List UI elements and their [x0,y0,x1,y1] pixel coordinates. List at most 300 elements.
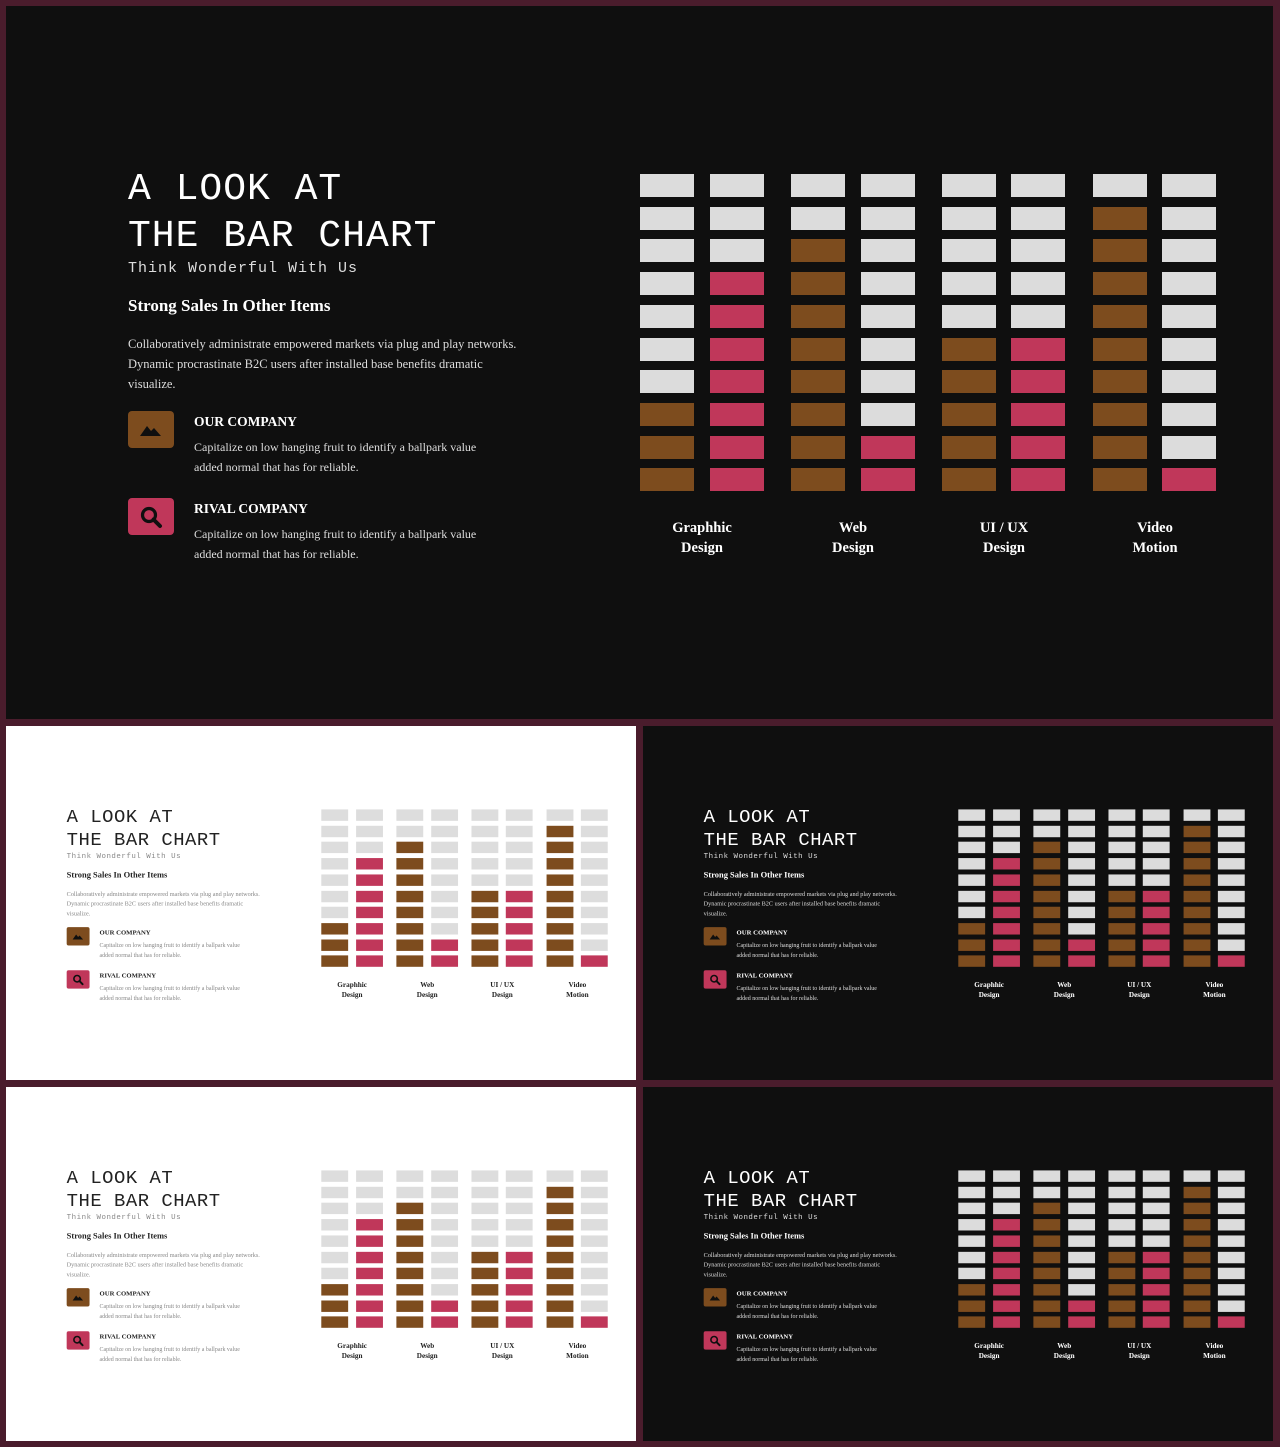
bar-block-brown [396,907,423,918]
bar-block-pink [993,1284,1020,1295]
bar-block-empty [958,1252,985,1263]
bar-block-empty [1108,874,1135,885]
category-label-line1: Web [420,981,435,990]
bar-block-brown [396,939,423,950]
bar-block-empty [1068,907,1095,918]
bar-block-empty [640,370,694,393]
bar-block-brown [1093,370,1147,393]
bar-block-empty [993,1187,1020,1198]
bar-block-empty [1068,842,1095,853]
bar-block-brown [471,1317,498,1328]
category-label-line1: Web [838,520,868,536]
bar-block-brown [1033,1284,1060,1295]
bar-block-empty [942,305,996,328]
category-label-line1: Video [568,981,587,990]
search-icon [67,970,90,988]
bar-block-brown [396,858,423,869]
bar-block-empty [942,207,996,230]
bar-block-brown [1184,956,1211,967]
bar-block-brown [396,1203,423,1214]
bar-block-empty [640,338,694,361]
bar-block-brown [958,923,985,934]
bar-block-brown [1033,1203,1060,1214]
bar-block-pink [993,1235,1020,1246]
bar-block-empty [356,842,383,853]
section-description: Collaboratively administrate empowered markets via plug and play networks. Dynamic procrastinate B2C users after installed base benefits dramatic visualize. [703,1251,897,1279]
bar-block-pink [506,1300,533,1311]
bar-block-empty [958,1235,985,1246]
category-label-line1: UI / UX [979,520,1029,536]
title-line-1: A LOOK AT [66,1167,174,1189]
bar-block-brown [1184,826,1211,837]
section-heading: Strong Sales In Other Items [128,296,331,315]
bar-block-empty [1218,1187,1245,1198]
bar-block-brown [547,1268,574,1279]
category-label [472,1341,532,1361]
category-label-line1: Graphhic [974,1342,1004,1351]
bar-block-brown [1184,842,1211,853]
category-label-line2: Design [1053,991,1075,1000]
bar-block-brown [321,939,348,950]
bar-block-pink [710,436,764,459]
bar-chart [321,1170,609,1361]
bar-block-brown [1033,956,1060,967]
slide-title [67,805,221,852]
bar-block-empty [640,174,694,197]
bar-block-empty [1162,436,1216,459]
bar-block-brown [547,1203,574,1214]
bar-block-pink [506,923,533,934]
bar-block-empty [431,1252,458,1263]
section-description: Collaboratively administrate empowered markets via plug and play networks. Dynamic procrastinate B2C users after installed base benefits dramatic visualize. [128,337,517,391]
bar-block-empty [942,239,996,262]
bar-block-pink [356,858,383,869]
category-label [1109,1341,1169,1361]
category-label [1185,980,1245,1000]
bar-block-brown [1033,923,1060,934]
info-title: OUR COMPANY [99,1289,151,1298]
bar-block-empty [1218,1219,1245,1230]
category-label-line2: Design [978,991,1000,1000]
slide-subtitle: Think Wonderful With Us [66,1213,182,1222]
bar-block-pink [1143,1317,1170,1328]
info-text: Capitalize on low hanging fruit to identify a ballpark value added normal that has for reliable. [99,1345,240,1363]
bar-block-empty [1218,842,1245,853]
bar-block-empty [1218,891,1245,902]
bar-block-empty [1143,1235,1170,1246]
bar-block-pink [861,468,915,491]
bar-block-empty [581,1252,608,1263]
category-label [548,980,608,1000]
bar-block-empty [1218,1284,1245,1295]
bar-block-pink [1143,1300,1170,1311]
bar-block-empty [471,874,498,885]
mountain-icon [67,927,90,945]
bar-block-pink [993,1252,1020,1263]
bar-block-empty [1068,1284,1095,1295]
bar-block-brown [1108,956,1135,967]
bar-block-empty [581,874,608,885]
category-label-line2: Design [1128,991,1150,1000]
bar-block-pink [1068,1317,1095,1328]
bar-block-empty [431,874,458,885]
bar-block-empty [471,842,498,853]
bar-block-empty [1162,239,1216,262]
bar-block-empty [993,826,1020,837]
bar-block-pink [1218,956,1245,967]
bar-block-pink [1218,1317,1245,1328]
bar-block-brown [1033,1317,1060,1328]
bar-block-brown [471,1268,498,1279]
bar-block-empty [431,1235,458,1246]
bar-block-empty [1033,826,1060,837]
bar-block-brown [1033,891,1060,902]
bar-block-pink [506,956,533,967]
mountain-icon [704,927,727,945]
bar-block-empty [1033,1187,1060,1198]
bar-block-brown [1093,468,1147,491]
bar-block-empty [1108,1203,1135,1214]
category-label-line2: Design [1128,1352,1150,1361]
bar-block-empty [993,1203,1020,1214]
bar-block-empty [581,1284,608,1295]
category-label-line1: UI / UX [490,981,515,990]
bar-block-empty [431,1219,458,1230]
bar-block-brown [958,1300,985,1311]
bar-block-pink [581,1317,608,1328]
category-label-line1: Graphhic [337,981,367,990]
bar-block-empty [861,338,915,361]
bar-block-pink [1011,403,1065,426]
bar-block-empty [958,874,985,885]
bar-block-pink [1143,956,1170,967]
bar-block-brown [547,858,574,869]
bar-block-empty [506,842,533,853]
bar-block-brown [1033,939,1060,950]
bar-block-empty [581,923,608,934]
bar-block-empty [581,891,608,902]
bar-block-brown [1033,1268,1060,1279]
bar-block-empty [942,174,996,197]
bar-block-empty [1218,858,1245,869]
info-title: RIVAL COMPANY [99,971,157,980]
bar-block-brown [396,1284,423,1295]
bar-block-brown [1184,874,1211,885]
bar-block-brown [471,939,498,950]
search-icon [704,970,727,988]
bar-block-empty [1143,874,1170,885]
bar-block-empty [431,907,458,918]
bar-block-pink [993,1317,1020,1328]
info-title: RIVAL COMPANY [194,501,308,516]
bar-block-pink [506,1284,533,1295]
bar-block-empty [1068,858,1095,869]
bar-block-pink [1068,939,1095,950]
bar-block-empty [1218,907,1245,918]
bar-block-brown [1033,858,1060,869]
slide-thumbnail-light-1[interactable] [6,726,636,1080]
bar-block-brown [471,1252,498,1263]
bar-block-brown [321,1284,348,1295]
bar-block-brown [396,1300,423,1311]
bar-block-empty [1162,403,1216,426]
bar-block-brown [791,403,845,426]
bar-block-brown [396,956,423,967]
slide-content [6,726,636,1080]
section-heading: Strong Sales In Other Items [703,869,805,880]
bar-block-brown [321,1317,348,1328]
info-text: Capitalize on low hanging fruit to identify a ballpark value added normal that has for reliable. [736,941,877,959]
info-text: Capitalize on low hanging fruit to identify a ballpark value added normal that has for reliable. [194,527,477,561]
bar-block-empty [1108,826,1135,837]
search-icon [704,1331,727,1349]
bar-block-empty [791,207,845,230]
bar-block-brown [1184,1317,1211,1328]
bar-block-empty [506,809,533,820]
bar-block-brown [791,305,845,328]
bar-block-brown [1184,1187,1211,1198]
bar-block-brown [547,1284,574,1295]
category-label [1034,980,1094,1000]
bar-block-empty [1218,1170,1245,1181]
bar-block-pink [710,338,764,361]
bar-block-pink [1162,468,1216,491]
bar-block-empty [1068,1252,1095,1263]
bar-block-brown [791,436,845,459]
section-heading: Strong Sales In Other Items [66,869,168,880]
bar-block-empty [1068,874,1095,885]
bar-block-empty [396,1170,423,1181]
bar-block-pink [356,1268,383,1279]
bar-chart [321,809,609,1000]
bar-block-brown [1033,1300,1060,1311]
bar-block-empty [321,809,348,820]
bar-block-empty [640,272,694,295]
bar-block-pink [993,1268,1020,1279]
category-label-line1: Web [1057,1342,1072,1351]
bar-block-empty [356,1170,383,1181]
bar-block-brown [791,338,845,361]
bar-block-pink [356,907,383,918]
bar-block-brown [396,1219,423,1230]
bar-block-empty [321,1219,348,1230]
bar-block-brown [1108,907,1135,918]
category-label-line1: Web [1057,981,1072,990]
bar-block-brown [791,468,845,491]
bar-block-empty [506,858,533,869]
category-label-line1: UI / UX [1127,1342,1152,1351]
bar-block-empty [581,826,608,837]
bar-block-brown [471,891,498,902]
bar-block-brown [958,1284,985,1295]
bar-block-empty [506,1187,533,1198]
bar-block-empty [1033,1170,1060,1181]
bar-block-empty [321,1268,348,1279]
bar-block-brown [942,338,996,361]
bar-block-brown [942,370,996,393]
bar-block-empty [321,891,348,902]
bar-block-empty [993,1170,1020,1181]
slide-thumbnail-light-2[interactable] [6,1087,636,1441]
category-label [793,518,913,558]
info-text: Capitalize on low hanging fruit to identify a ballpark value added normal that has for reliable. [194,440,477,474]
bar-block-empty [640,239,694,262]
category-label-line1: Graphhic [974,981,1004,990]
bar-block-empty [431,826,458,837]
bar-block-brown [942,436,996,459]
bar-block-empty [396,826,423,837]
bar-block-empty [993,842,1020,853]
bar-block-pink [993,858,1020,869]
bar-block-brown [942,403,996,426]
bar-block-empty [861,207,915,230]
bar-block-pink [431,939,458,950]
bar-block-pink [1011,468,1065,491]
section-heading: Strong Sales In Other Items [703,1230,805,1241]
category-label [1109,980,1169,1000]
slide-main[interactable] [6,6,1273,719]
bar-block-pink [1143,1268,1170,1279]
category-label [472,980,532,1000]
bar-block-brown [640,403,694,426]
bar-block-empty [1068,1170,1095,1181]
bar-block-brown [547,1187,574,1198]
bar-block-empty [993,809,1020,820]
bar-block-empty [321,858,348,869]
bar-block-empty [1184,1170,1211,1181]
bar-block-pink [506,1268,533,1279]
bar-block-empty [321,1252,348,1263]
bar-block-empty [1068,809,1095,820]
bar-block-empty [1218,826,1245,837]
title-line-1: A LOOK AT [703,806,811,828]
bar-block-brown [547,923,574,934]
bar-block-brown [1108,891,1135,902]
category-label-line2: Motion [566,1352,589,1361]
bar-block-empty [356,809,383,820]
category-label-line1: Web [420,1342,435,1351]
bar-block-pink [710,403,764,426]
bar-block-empty [1068,1235,1095,1246]
category-label-line2: Design [983,540,1025,556]
bar-block-pink [1011,436,1065,459]
slide-thumbnail-dark-1[interactable] [643,726,1273,1080]
bar-chart [640,174,1220,559]
mountain-icon [67,1288,90,1306]
bar-block-brown [1108,1252,1135,1263]
bar-block-empty [1108,1187,1135,1198]
bar-block-empty [1218,1235,1245,1246]
bar-block-empty [1011,305,1065,328]
bar-block-brown [547,939,574,950]
slide-content [643,1087,1273,1441]
bar-block-pink [356,956,383,967]
info-text: Capitalize on low hanging fruit to identify a ballpark value added normal that has for reliable. [736,984,877,1002]
info-text: Capitalize on low hanging fruit to identify a ballpark value added normal that has for reliable. [99,1302,240,1320]
bar-block-pink [1143,923,1170,934]
bar-block-empty [861,239,915,262]
mountain-icon [128,411,174,448]
bar-block-brown [1184,907,1211,918]
category-label-line2: Design [341,1352,363,1361]
bar-block-brown [396,874,423,885]
bar-block-empty [581,1203,608,1214]
title-line-2: THE BAR CHART [128,215,438,258]
bar-block-pink [581,956,608,967]
bar-block-empty [958,1203,985,1214]
bar-block-brown [791,272,845,295]
bar-block-empty [1162,272,1216,295]
category-label-line2: Design [491,991,513,1000]
bar-block-brown [547,891,574,902]
bar-block-empty [471,1219,498,1230]
bar-block-pink [993,923,1020,934]
info-text: Capitalize on low hanging fruit to identify a ballpark value added normal that has for reliable. [736,1302,877,1320]
title-line-2: THE BAR CHART [66,1190,221,1213]
slide-title [704,805,858,852]
bar-block-empty [547,1170,574,1181]
bar-block-empty [431,1203,458,1214]
slide-subtitle: Think Wonderful With Us [128,260,359,277]
info-title: OUR COMPANY [194,414,297,429]
bar-block-pink [356,923,383,934]
bar-block-empty [506,1219,533,1230]
bar-block-pink [710,305,764,328]
bar-block-empty [1033,809,1060,820]
bar-block-empty [958,1170,985,1181]
bar-block-empty [861,174,915,197]
bar-block-empty [1218,1203,1245,1214]
category-label-line2: Design [416,1352,438,1361]
bar-block-brown [1184,1284,1211,1295]
info-text: Capitalize on low hanging fruit to identify a ballpark value added normal that has for reliable. [736,1345,877,1363]
bar-block-brown [321,1300,348,1311]
bar-block-brown [640,468,694,491]
mountain-icon [704,1288,727,1306]
bar-block-brown [396,923,423,934]
bar-block-brown [396,1268,423,1279]
bar-block-brown [1033,1252,1060,1263]
bar-block-brown [1184,1300,1211,1311]
bar-block-empty [431,842,458,853]
bar-block-empty [710,239,764,262]
bar-block-brown [1108,939,1135,950]
slide-thumbnail-dark-2[interactable] [643,1087,1273,1441]
category-label-line1: Video [1205,981,1224,990]
bar-block-empty [1011,174,1065,197]
bar-block-pink [1011,370,1065,393]
bar-block-pink [1068,956,1095,967]
bar-block-empty [471,858,498,869]
bar-block-brown [547,842,574,853]
bar-block-pink [1143,1252,1170,1263]
search-icon [67,1331,90,1349]
bar-block-empty [321,842,348,853]
bar-block-brown [1184,1252,1211,1263]
bar-chart [958,1170,1246,1361]
info-title: OUR COMPANY [736,1289,788,1298]
bar-block-empty [356,1187,383,1198]
section-description: Collaboratively administrate empowered markets via plug and play networks. Dynamic procrastinate B2C users after installed base benefits dramatic visualize. [66,1251,260,1279]
bar-block-brown [1093,436,1147,459]
bar-block-brown [547,1235,574,1246]
bar-block-pink [356,891,383,902]
category-label-line1: UI / UX [1127,981,1152,990]
bar-block-pink [993,1219,1020,1230]
bar-block-brown [471,923,498,934]
bar-block-empty [431,923,458,934]
category-label-line1: Graphhic [337,1342,367,1351]
